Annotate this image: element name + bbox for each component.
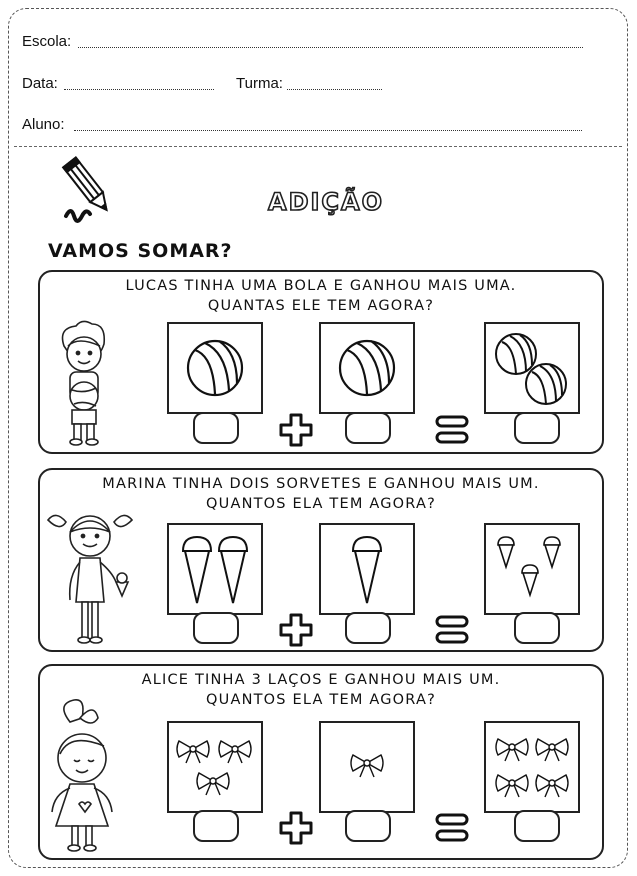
answer-box-3-right[interactable] <box>345 810 391 842</box>
problem-1-line-2: QUANTAS ELE TEM AGORA? <box>207 298 435 314</box>
ball-icon <box>321 324 413 412</box>
problem-2-right-box <box>319 523 415 615</box>
girl-illustration <box>44 506 136 648</box>
ice-cream-icon <box>169 525 261 613</box>
answer-box-1-result[interactable] <box>514 412 560 444</box>
ice-cream-icon <box>321 525 413 613</box>
plus-icon <box>278 810 314 846</box>
answer-box-3-left[interactable] <box>193 810 239 842</box>
page-title: ADIÇÃO <box>268 188 385 216</box>
problem-2-line-1: MARINA TINHA DOIS SORVETES E GANHOU MAIS UM. <box>102 476 540 492</box>
plus-icon <box>278 612 314 648</box>
bow-icon <box>169 723 261 811</box>
ball-icon <box>486 324 578 412</box>
problem-3-left-box <box>167 721 263 813</box>
plus-icon <box>278 412 314 448</box>
equals-icon <box>435 812 469 844</box>
problem-3-right-box <box>319 721 415 813</box>
ice-cream-icon <box>486 525 578 613</box>
data-field[interactable] <box>64 89 214 90</box>
problem-2-result-box <box>484 523 580 615</box>
problem-panel-3 <box>38 664 604 860</box>
page-subtitle: VAMOS SOMAR? <box>48 240 233 262</box>
problem-2-left-box <box>167 523 263 615</box>
girl-with-bow-illustration <box>46 696 130 856</box>
problem-1-result-box <box>484 322 580 414</box>
problem-3-line-1: ALICE TINHA 3 LAÇOS E GANHOU MAIS UM. <box>141 672 501 688</box>
equals-icon <box>435 414 469 446</box>
answer-box-2-right[interactable] <box>345 612 391 644</box>
problem-panel-1 <box>38 270 604 454</box>
bow-icon <box>486 723 578 811</box>
problem-panel-2 <box>38 468 604 652</box>
data-label: Data: <box>22 75 58 92</box>
escola-field[interactable] <box>78 47 583 48</box>
problem-3-line-2: QUANTOS ELA TEM AGORA? <box>206 692 436 708</box>
problem-3-result-box <box>484 721 580 813</box>
answer-box-3-result[interactable] <box>514 810 560 842</box>
answer-box-1-right[interactable] <box>345 412 391 444</box>
boy-illustration <box>50 320 118 450</box>
pencil-icon <box>60 152 124 226</box>
answer-box-2-result[interactable] <box>514 612 560 644</box>
header-divider <box>14 146 622 147</box>
turma-field[interactable] <box>287 89 382 90</box>
bow-icon <box>321 723 413 811</box>
equals-icon <box>435 614 469 646</box>
aluno-label: Aluno: <box>22 116 65 133</box>
ball-icon <box>169 324 261 412</box>
problem-1-left-box <box>167 322 263 414</box>
answer-box-1-left[interactable] <box>193 412 239 444</box>
problem-1-line-1: LUCAS TINHA UMA BOLA E GANHOU MAIS UMA. <box>125 278 517 294</box>
aluno-field[interactable] <box>74 130 582 131</box>
turma-label: Turma: <box>236 75 283 92</box>
escola-label: Escola: <box>22 33 72 50</box>
problem-1-right-box <box>319 322 415 414</box>
answer-box-2-left[interactable] <box>193 612 239 644</box>
problem-2-line-2: QUANTOS ELA TEM AGORA? <box>206 496 436 512</box>
